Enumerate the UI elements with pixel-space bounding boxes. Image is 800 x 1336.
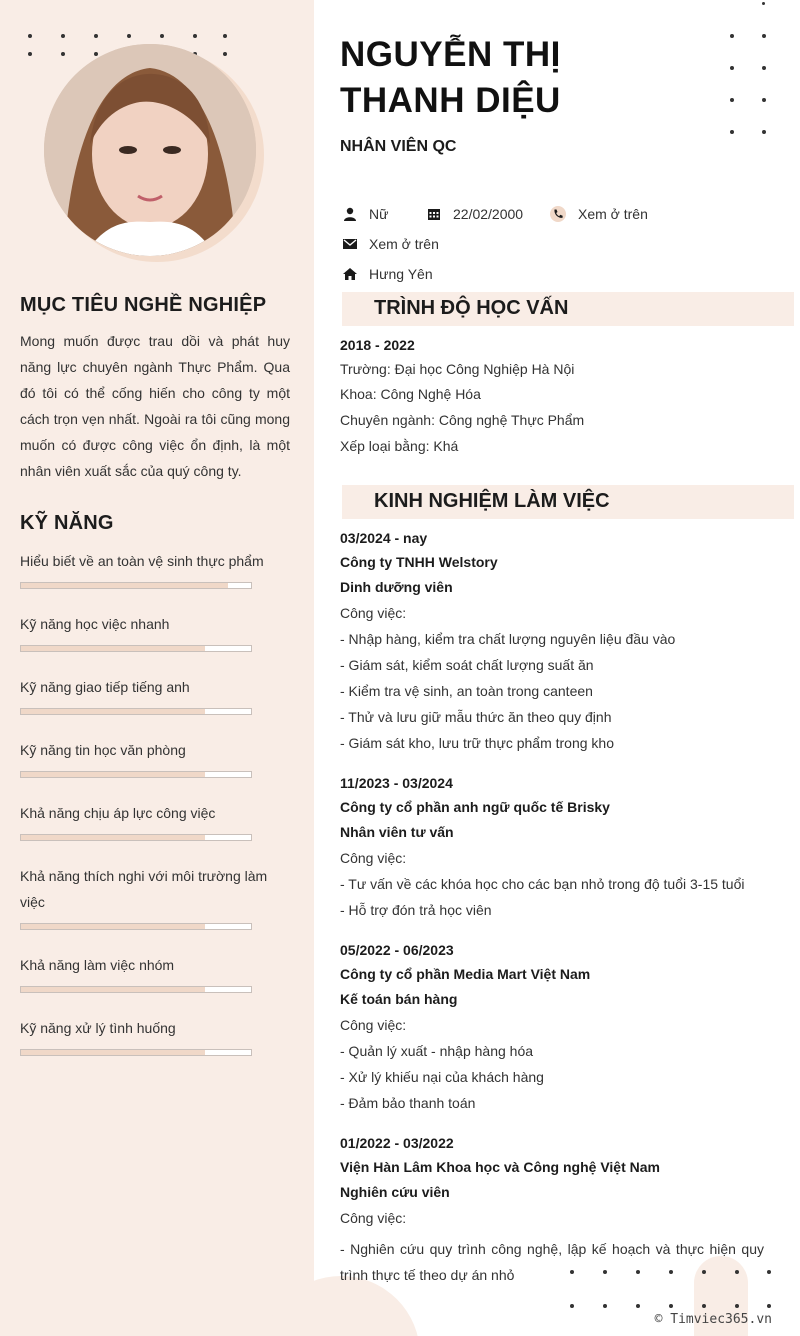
skill-name: Kỹ năng giao tiếp tiếng anh [20,679,190,695]
skill-name: Khả năng chịu áp lực công việc [20,805,216,821]
job-task: - Giám sát kho, lưu trữ thực phẩm trong kho [340,735,614,751]
education-school: Trường: Đại học Công Nghiệp Hà Nội [340,361,575,377]
skill-bar [20,923,252,930]
skill-bar-fill [21,709,205,714]
skill-item [20,863,280,930]
skill-bar [20,645,252,652]
calendar-icon [427,207,441,221]
job-task: - Xử lý khiếu nại của khách hàng [340,1069,544,1085]
job-position: Dinh dưỡng viên [340,579,453,595]
job-company: Công ty cổ phần Media Mart Việt Nam [340,966,591,982]
name-line-2: THANH DIỆU [340,81,561,120]
education-grade: Xếp loại bằng: Khá [340,438,459,454]
skill-item [20,952,280,993]
education-faculty: Khoa: Công Nghệ Hóa [340,386,481,402]
job-company: Công ty TNHH Welstory [340,554,498,570]
job-period: 03/2024 - nay [340,530,428,546]
job-task: - Đảm bảo thanh toán [340,1095,476,1111]
skill-item [20,737,280,778]
info-phone [550,206,648,222]
job-tasks-label: Công việc: [340,1210,407,1226]
info-email [343,236,439,252]
education-header [342,292,794,326]
person-icon [343,207,357,221]
birthdate-value: 22/02/2000 [453,206,524,222]
skill-bar-fill [21,835,205,840]
job-position: Kế toán bán hàng [340,991,458,1007]
footer-watermark: © Timviec365.vn [654,1312,772,1327]
avatar [44,44,256,256]
skill-bar [20,986,252,993]
job-task: - Kiểm tra vệ sinh, an toàn trong canteen [340,683,593,699]
objective-title: MỤC TIÊU NGHỀ NGHIỆP [20,294,267,316]
job-tasks-label: Công việc: [340,850,407,866]
address-value: Hưng Yên [369,266,433,282]
job-period: 11/2023 - 03/2024 [340,775,453,791]
experience-title: KINH NGHIỆM LÀM VIỆC [374,490,610,512]
email-icon [343,238,357,250]
job-company: Công ty cổ phần anh ngữ quốc tế Brisky [340,799,610,815]
skill-name: Kỹ năng học việc nhanh [20,616,170,632]
job-task: - Quản lý xuất - nhập hàng hóa [340,1043,534,1059]
education-major: Chuyên ngành: Công nghệ Thực Phẩm [340,412,585,428]
name-line-1: NGUYỄN THỊ [340,35,561,74]
info-gender [343,206,388,222]
skills-title: KỸ NĂNG [20,512,114,534]
job-position: Nghiên cứu viên [340,1184,450,1200]
skill-name: Kỹ năng tin học văn phòng [20,742,186,758]
skill-item [20,1015,280,1056]
skill-bar [20,708,252,715]
gender-value: Nữ [369,206,389,222]
home-icon [343,267,357,281]
skill-bar-fill [21,583,228,588]
skill-bar-fill [21,987,205,992]
skill-bar [20,582,252,589]
skill-item [20,548,280,589]
phone-value: Xem ở trên [578,206,648,222]
education-period: 2018 - 2022 [340,337,415,353]
skill-bar-fill [21,924,205,929]
job-position: Nhân viên tư vấn [340,824,454,840]
skill-bar [20,834,252,841]
skill-name: Kỹ năng xử lý tình huống [20,1020,176,1036]
phone-icon [550,206,566,222]
objective-text: Mong muốn được trau dồi và phát huy năng lực chuyên ngành Thực Phẩm. Qua đó tôi có thể cống hiến cho công ty một cách trọn vẹn nhất. Ngoài ra tôi cũng mong muốn có được công việc ổn định, là một nhân viên xuất sắc của quý công ty. [20,333,290,479]
experience-header [342,485,794,519]
skill-item [20,800,280,841]
job-company: Viện Hàn Lâm Khoa học và Công nghệ Việt Nam [340,1159,660,1175]
job-task: - Nhập hàng, kiểm tra chất lượng nguyên liệu đầu vào [340,631,676,647]
skill-name: Khả năng làm việc nhóm [20,957,175,973]
education-title: TRÌNH ĐỘ HỌC VẤN [374,297,569,319]
skill-bar-fill [21,772,205,777]
job-task: - Thử và lưu giữ mẫu thức ăn theo quy định [340,709,612,725]
skill-name: Hiểu biết về an toàn vệ sinh thực phẩm [20,553,264,569]
skill-item [20,611,280,652]
info-address [343,266,433,282]
skill-bar-fill [21,1050,205,1055]
skill-name: Khả năng thích nghi với môi trường làm việc [20,868,268,910]
skill-bar [20,771,252,778]
job-period: 05/2022 - 06/2023 [340,942,454,958]
sidebar [0,0,314,1336]
job-tasks-label: Công việc: [340,605,407,621]
job-task: - Giám sát, kiểm soát chất lượng suất ăn [340,657,594,673]
job-task: - Tư vấn về các khóa học cho các bạn nhỏ trong độ tuổi 3-15 tuổi [340,876,745,892]
skill-bar-fill [21,646,205,651]
job-title: NHÂN VIÊN QC [340,138,457,155]
skill-bar [20,1049,252,1056]
decorative-dots-top-right [730,2,770,136]
email-value: Xem ở trên [369,236,439,252]
info-birthdate [427,206,523,222]
skill-item [20,674,280,715]
job-task: - Nghiên cứu quy trình công nghệ, lập kế hoạch và thực hiện quy trình thực tế theo dự án nhỏ [340,1241,764,1283]
job-task: - Hỗ trợ đón trả học viên [340,902,492,918]
full-name [340,32,561,124]
job-period: 01/2022 - 03/2022 [340,1135,454,1151]
job-tasks-label: Công việc: [340,1017,407,1033]
